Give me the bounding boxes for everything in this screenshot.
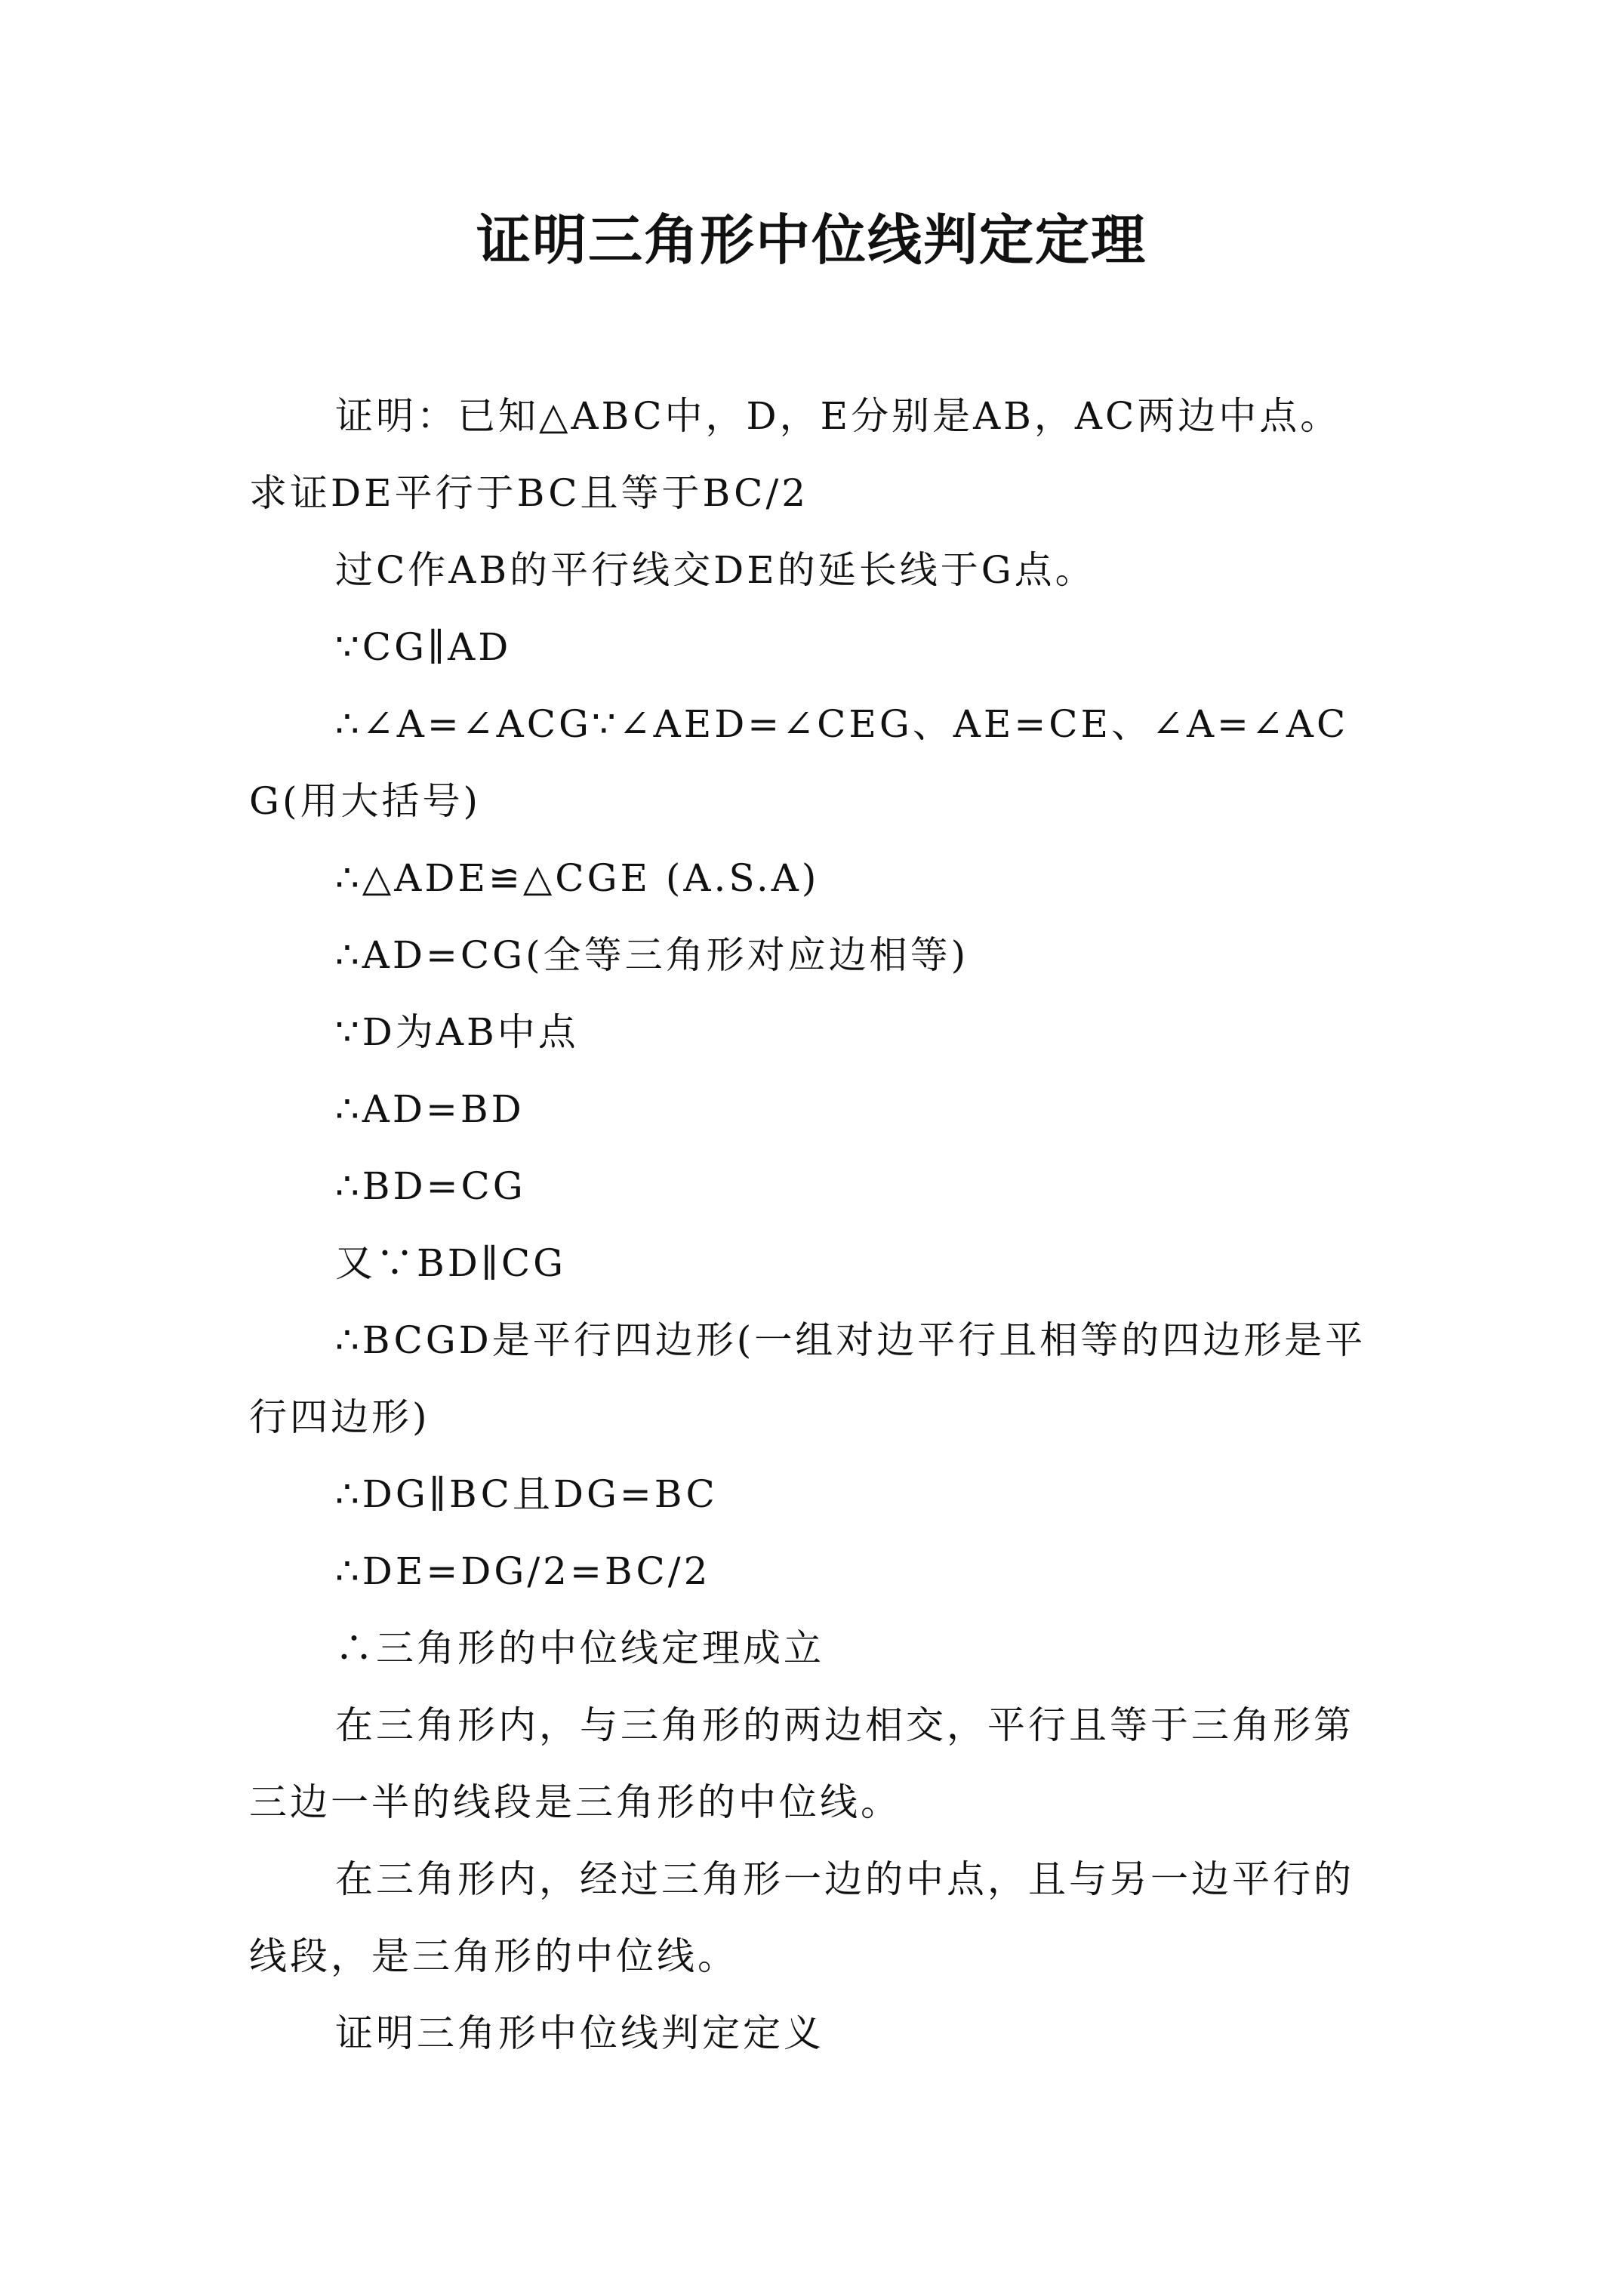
paragraph-step: ∴DE=DG/2=BC/2 (335, 1549, 711, 1593)
paragraph-heading-end: 证明三角形中位线判定定义 (335, 2011, 824, 2055)
document-body (249, 378, 1381, 2072)
paragraph-construction: 过C作AB的平行线交DE的延长线于G点。 (335, 548, 1096, 592)
paragraph-step: ∵D为AB中点 (335, 1010, 579, 1054)
paragraph-definition-1: 在三角形内，与三角形的两边相交，平行且等于三角形第三边一半的线段是三角形的中位线。 (249, 1703, 1354, 1824)
document-title: 证明三角形中位线判定定理 (476, 208, 1147, 272)
paragraph-step: 又∵BD∥CG (335, 1241, 567, 1285)
paragraph-step: ∴DG∥BC且DG=BC (335, 1472, 718, 1516)
paragraph-given: 证明：已知△ABC中，D，E分别是AB，AC两边中点。求证DE平行于BC且等于BC/2 (249, 394, 1341, 515)
paragraph-step: ∴∠A=∠ACG∵∠AED=∠CEG、AE=CE、∠A=∠ACG(用大括号) (249, 702, 1349, 823)
paragraph-conclusion: ∴三角形的中位线定理成立 (335, 1626, 824, 1670)
paragraph-step: ∴BD=CG (335, 1164, 526, 1208)
paragraph-step: ∵CG∥AD (335, 625, 512, 669)
paragraph-step: ∴BCGD是平行四边形(一组对边平行且相等的四边形是平行四边形) (249, 1318, 1366, 1439)
paragraph-step: ∴△ADE≌△CGE (A.S.A) (335, 856, 820, 900)
paragraph-step: ∴AD=CG(全等三角形对应边相等) (335, 933, 969, 977)
paragraph-step: ∴AD=BD (335, 1087, 525, 1131)
paragraph-definition-2: 在三角形内，经过三角形一边的中点，且与另一边平行的线段，是三角形的中位线。 (249, 1857, 1354, 1978)
